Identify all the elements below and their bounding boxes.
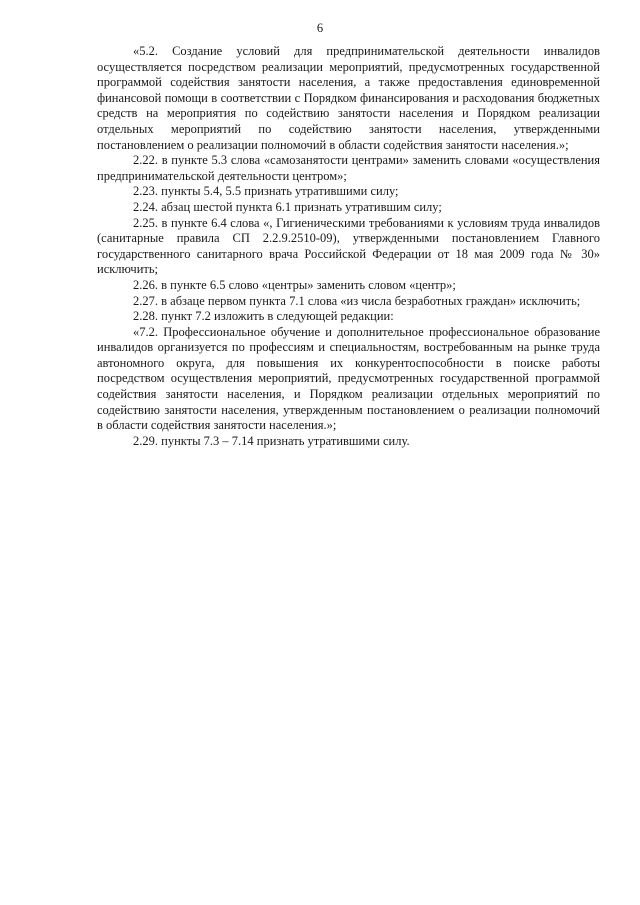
paragraph-2-26: 2.26. в пункте 6.5 слово «центры» заменить словом «центр»; bbox=[133, 277, 456, 292]
paragraph-5-2: «5.2. Создание условий для предпринимательской деятельности инвалидов осуществляется посредством реализации мероприятий, предусмотренных государственной программой содействия занятости населения, а также предоставления единовременной финансовой помощи в соответствии с Порядком финансирования и расходования бюджетных средств на мероприятия по содействию занятости населения и Порядком реализации отдельных мероприятий по содействию занятости населения, утвержденными постановлением о реализации полномочий в области содействия занятости населения.»; bbox=[97, 44, 600, 152]
paragraph-7-2: «7.2. Профессиональное обучение и дополнительное профессиональное образование инвалидов организуется по профессиям и специальностям, востребованным на рынке труда автономного округа, для повышения их конкурентоспособности в поиске работы посредством осуществления мероприятий, предусмотренных государственной программой содействия занятости населения, и Порядком реализации отдельных мероприятий по содействию занятости населения, утвержденным постановлением о реализации полномочий в области содействия занятости населения.»; bbox=[97, 324, 600, 433]
paragraph-2-23: 2.23. пункты 5.4, 5.5 признать утратившими силу; bbox=[133, 184, 399, 199]
page-number: 6 bbox=[316, 21, 324, 35]
paragraph-2-29: 2.29. пункты 7.3 – 7.14 признать утратившими силу. bbox=[133, 433, 410, 448]
paragraph-2-24: 2.24. абзац шестой пункта 6.1 признать утратившим силу; bbox=[133, 199, 442, 214]
paragraph-2-28: 2.28. пункт 7.2 изложить в следующей редакции: bbox=[133, 309, 394, 324]
document-body bbox=[97, 44, 600, 449]
paragraph-2-22: 2.22. в пункте 5.3 слова «самозанятости центрами» заменить словами «осуществления предпринимательской деятельности центром»; bbox=[97, 153, 600, 183]
paragraph-2-25: 2.25. в пункте 6.4 слова «, Гигиеническими требованиями к условиям труда инвалидов (санитарные правила СП 2.2.9.2510-09), утвержденными постановлением Главного государственного санитарного врача Российской Федерации от 18 мая 2009 года № 30» исключить; bbox=[97, 215, 600, 277]
paragraph-2-27: 2.27. в абзаце первом пункта 7.1 слова «из числа безработных граждан» исключить; bbox=[133, 293, 581, 308]
